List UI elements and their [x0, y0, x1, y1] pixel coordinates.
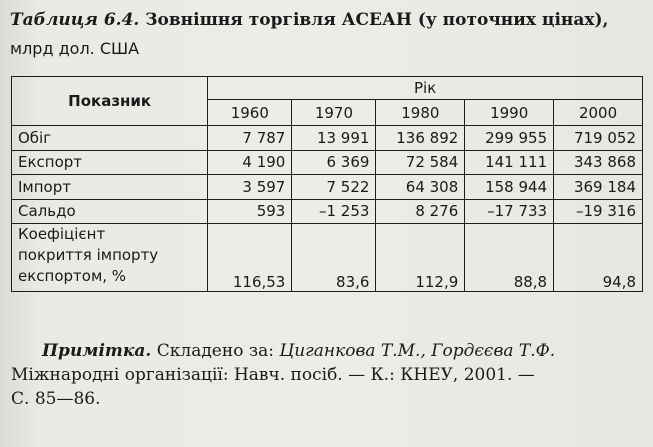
- caption-units: млрд дол. США: [10, 39, 140, 58]
- table-cell: 593: [208, 199, 292, 224]
- indicator-header: Показник: [12, 77, 208, 126]
- table-cell: 88,8: [465, 224, 554, 292]
- year-cell: 1990: [465, 100, 554, 126]
- row-label: Сальдо: [12, 199, 208, 224]
- table-cell: 343 868: [554, 150, 643, 175]
- header-row-1: [12, 77, 643, 100]
- table-cell: 369 184: [554, 175, 643, 200]
- year-cell: 1970: [292, 100, 376, 126]
- row-label-line: покриття імпорту: [18, 246, 159, 264]
- row-label: [12, 224, 208, 292]
- table-cell: 158 944: [465, 175, 554, 200]
- year-cell: 1960: [208, 100, 292, 126]
- table-cell: 141 111: [465, 150, 554, 175]
- note-line: [42, 339, 555, 363]
- table-row: [12, 199, 643, 224]
- table-cell: 299 955: [465, 126, 554, 151]
- row-label-line: Коефіцієнт: [18, 225, 106, 243]
- row-label: Експорт: [12, 150, 208, 175]
- year-cell: 2000: [554, 100, 643, 126]
- note-line: С. 85—86.: [11, 389, 101, 409]
- table-cell: –17 733: [465, 199, 554, 224]
- table-cell: 94,8: [554, 224, 643, 292]
- table-row: [12, 224, 643, 292]
- note-line: Міжнародні організації: Навч. посіб. — К.: КНЕУ, 2001. —: [11, 365, 535, 385]
- table-cell: 136 892: [376, 126, 465, 151]
- table-row: [12, 150, 643, 175]
- table-cell: 7 787: [208, 126, 292, 151]
- note-authors: Циганкова Т.М., Гордєєва Т.Ф.: [279, 341, 556, 361]
- note-text: Складено за:: [156, 341, 274, 361]
- table-cell: 13 991: [292, 126, 376, 151]
- table-caption: [10, 8, 646, 58]
- table-cell: –19 316: [554, 199, 643, 224]
- table-cell: 64 308: [376, 175, 465, 200]
- caption-title: Зовнішня торгівля АСЕАН (у поточних цінах),: [145, 10, 609, 30]
- table-cell: 6 369: [292, 150, 376, 175]
- table-cell: 112,9: [376, 224, 465, 292]
- table-cell: –1 253: [292, 199, 376, 224]
- row-label: Імпорт: [12, 175, 208, 200]
- caption-label: Таблиця 6.4.: [10, 10, 140, 30]
- note-label: Примітка.: [42, 341, 152, 361]
- table-cell: 719 052: [554, 126, 643, 151]
- table-cell: 7 522: [292, 175, 376, 200]
- table-cell: 8 276: [376, 199, 465, 224]
- trade-table: [11, 76, 643, 292]
- table-cell: 72 584: [376, 150, 465, 175]
- year-cell: 1980: [376, 100, 465, 126]
- row-label: Обіг: [12, 126, 208, 151]
- table-cell: 116,53: [208, 224, 292, 292]
- table-cell: 4 190: [208, 150, 292, 175]
- year-header: Рік: [208, 77, 643, 100]
- table-cell: 3 597: [208, 175, 292, 200]
- row-label-line: експортом, %: [18, 267, 127, 285]
- table-row: [12, 175, 643, 200]
- table-row: [12, 126, 643, 151]
- table-cell: 83,6: [292, 224, 376, 292]
